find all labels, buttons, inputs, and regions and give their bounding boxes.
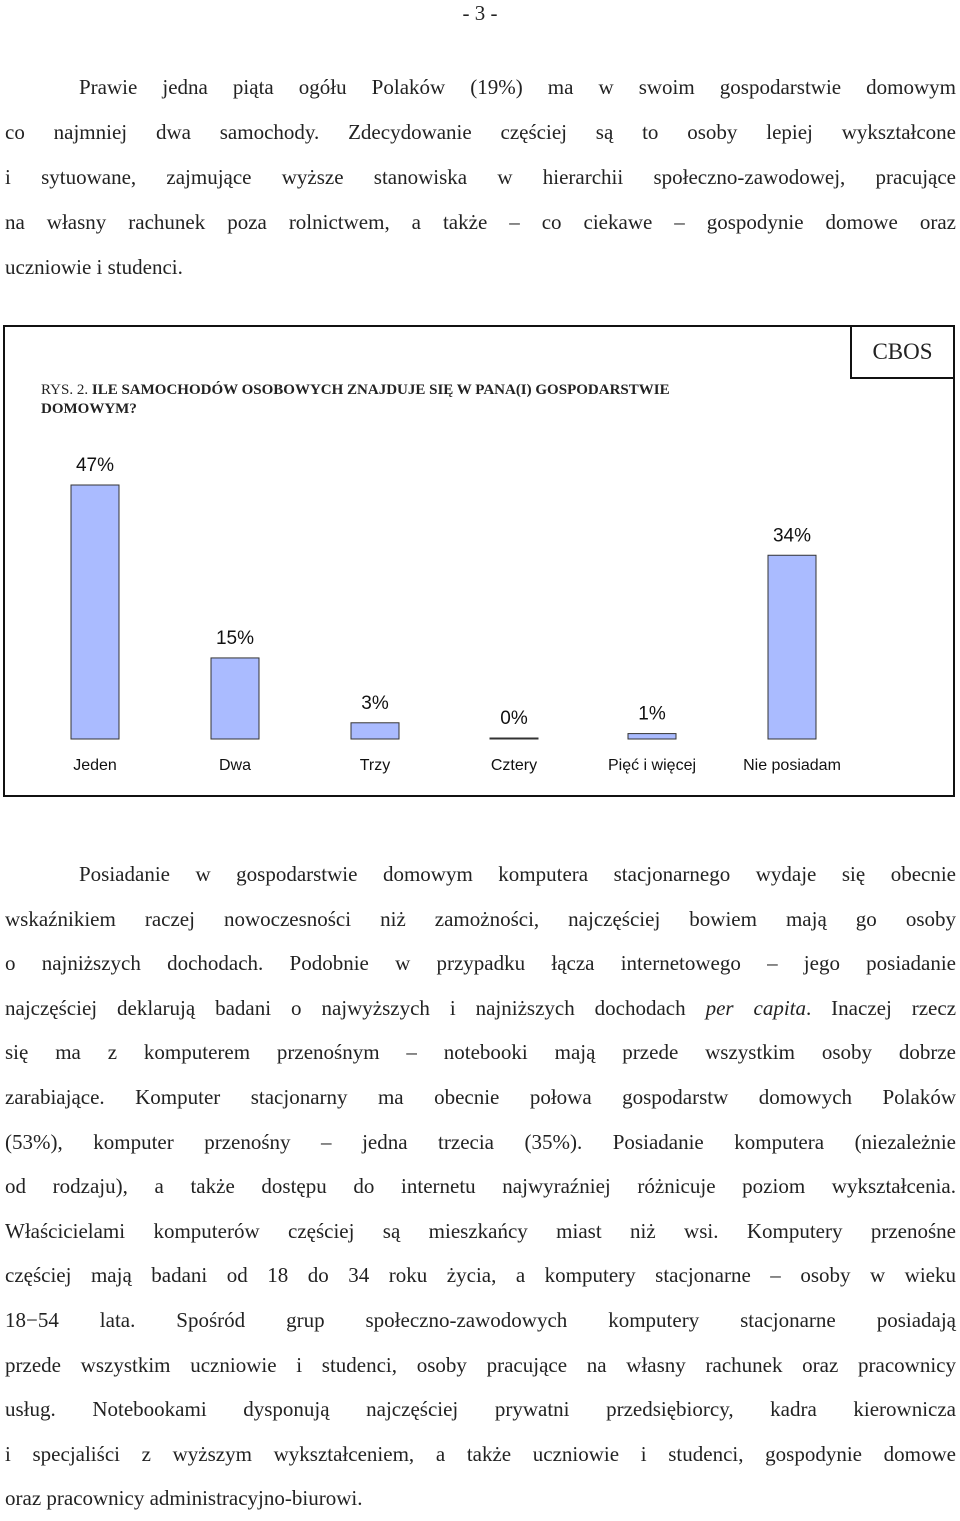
category-label-3: Cztery bbox=[490, 757, 538, 774]
data-label-4: 1% bbox=[638, 703, 666, 725]
text-line bbox=[5, 1075, 956, 1120]
text-line bbox=[5, 1253, 956, 1298]
text-line bbox=[5, 897, 956, 942]
cbos-source-label: CBOS bbox=[850, 327, 953, 379]
italic-text: per capita bbox=[705, 995, 806, 1020]
text-line: i sytuowane, zajmujące wyższe stanowiska w hierarchii społeczno-zawodowej, pracujące bbox=[5, 165, 956, 189]
paragraph-cars bbox=[5, 65, 956, 290]
category-label-4: Pięć i więcej bbox=[607, 757, 697, 774]
text-line: na własny rachunek poza rolnictwem, a także – co ciekawe – gospodynie domowe oraz bbox=[5, 210, 956, 234]
text-segment: wskaźnikiem raczej nowoczesności niż zamożności, najczęściej bowiem mają go osoby bbox=[5, 906, 956, 931]
text-line: Prawie jedna piąta ogółu Polaków (19%) ma w swoim gospodarstwie domowym bbox=[79, 75, 956, 99]
figure-title-line1: ILE SAMOCHODÓW OSOBOWYCH ZNAJDUJE SIĘ W PANA(I) GOSPODARSTWIE bbox=[91, 382, 670, 398]
data-label-0: 47% bbox=[75, 455, 115, 476]
text-segment: się ma z komputerem przenośnym – notebooki mają przede wszystkim osoby dobrze bbox=[5, 1040, 956, 1065]
bar-3 bbox=[490, 738, 538, 739]
data-label-1: 15% bbox=[215, 627, 255, 649]
data-label-3: 0% bbox=[500, 708, 528, 729]
text-segment: o najniższych dochodach. Podobnie w przypadku łącza internetowego – jego posiadanie bbox=[5, 951, 956, 976]
text-line bbox=[5, 1298, 956, 1343]
text-line bbox=[5, 1387, 956, 1432]
text-segment: przede wszystkim uczniowie i studenci, osoby pracujące na własny rachunek oraz pracownicy bbox=[5, 1352, 956, 1377]
text-line bbox=[5, 1164, 956, 1209]
page-number: - 3 - bbox=[462, 1, 498, 25]
text-line bbox=[5, 941, 956, 986]
bar-chart bbox=[5, 327, 953, 795]
text-line bbox=[5, 852, 956, 897]
text-segment: Posiadanie w gospodarstwie domowym komputera stacjonarnego wydaje się obecnie bbox=[79, 862, 956, 886]
text-segment: zarabiające. Komputer stacjonarny ma obecnie połowa gospodarstw domowych Polaków bbox=[5, 1084, 956, 1109]
text-line: uczniowie i studenci. bbox=[5, 255, 183, 279]
text-line bbox=[5, 1120, 956, 1165]
text-line bbox=[5, 1343, 956, 1388]
text-line bbox=[5, 1030, 956, 1075]
text-segment: i specjaliści z wyższym wykształceniem, a także uczniowie i studenci, gospodynie domowe bbox=[5, 1441, 956, 1466]
category-label-1: Dwa bbox=[218, 757, 252, 774]
text-segment: Właścicielami komputerów częściej są mieszkańcy miast niż wsi. Komputery przenośne bbox=[5, 1218, 956, 1243]
text-segment: usług. Notebookami dysponują najczęściej prywatni przedsiębiorcy, kadra kierownicza bbox=[5, 1397, 956, 1422]
bar-5 bbox=[768, 555, 816, 739]
text-segment: oraz pracownicy administracyjno-biurowi. bbox=[5, 1486, 363, 1511]
figure-title-line2: DOMOWYM? bbox=[41, 401, 137, 417]
category-label-0: Jeden bbox=[73, 757, 117, 774]
figure-box bbox=[3, 325, 955, 797]
category-label-2: Trzy bbox=[359, 757, 391, 774]
text-segment: częściej mają badani od 18 do 34 roku życia, a komputery stacjonarne – osoby w wieku bbox=[5, 1263, 956, 1288]
bar-1 bbox=[211, 658, 259, 739]
text-line bbox=[5, 1209, 956, 1254]
data-label-5: 34% bbox=[772, 525, 812, 547]
category-label-5: Nie posiadam bbox=[743, 757, 841, 774]
bar-2 bbox=[351, 723, 399, 739]
text-segment: od rodzaju), a także dostępu do internetu najwyraźniej różnicuje poziom wykształcenia. bbox=[5, 1174, 956, 1199]
text-line bbox=[5, 1432, 956, 1477]
data-label-2: 3% bbox=[361, 692, 389, 714]
bar-4 bbox=[628, 734, 676, 739]
text-line: co najmniej dwa samochody. Zdecydowanie częściej są to osoby lepiej wykształcone bbox=[5, 120, 956, 144]
paragraph-computers bbox=[5, 852, 956, 1521]
text-segment: (53%), komputer przenośny – jedna trzecia (35%). Posiadanie komputera (niezależnie bbox=[5, 1129, 956, 1154]
text-segment: najczęściej deklarują badani o najwyższych i najniższych dochodach bbox=[5, 995, 706, 1020]
text-segment: 18−54 lata. Spośród grup społeczno-zawodowych komputery stacjonarne posiadają bbox=[5, 1307, 956, 1332]
figure-prefix: RYS. 2. bbox=[41, 382, 89, 398]
text-line bbox=[5, 1476, 956, 1521]
bar-0 bbox=[71, 485, 119, 739]
text-segment: . Inaczej rzecz bbox=[806, 995, 957, 1020]
text-line bbox=[5, 986, 956, 1031]
